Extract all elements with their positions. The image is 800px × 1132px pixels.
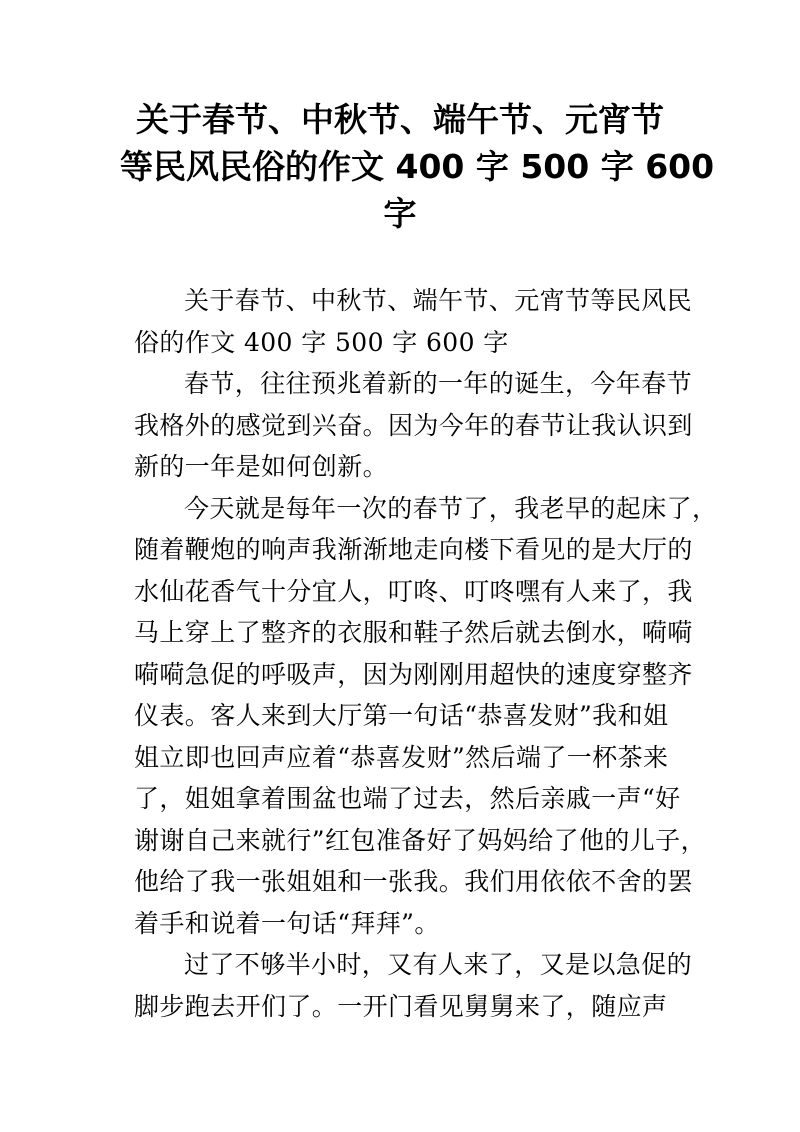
text-line: 过了不够半小时，又有人来了，又是以急促的 [184,950,693,979]
text-line: 脚步跑去开们了。一开门看见舅舅来了，随应声 [134,991,668,1021]
text-line: 俗的作文 400 字 500 字 600 字 [134,327,509,357]
paragraph-intro [134,363,694,488]
paragraph-spring-festival-day [134,488,718,945]
text-line: 嗬嗬急促的呼吸声，因为刚刚用超快的速度穿整齐 [134,659,693,689]
text-line: 谢谢自己来就行”红包准备好了妈妈给了他的儿子， [134,825,706,855]
title-line: 关于春节、中秋节、端午节、元宵节 [136,100,664,139]
text-line: 姐立即也回声应着“恭喜发财”然后端了一杯茶来 [134,742,669,772]
document-body [134,280,718,1027]
paragraph-heading-repeat [134,280,694,363]
paragraph-visitors [134,944,694,1027]
title-line: 等民风民俗的作文 400 字 500 字 600 [120,147,715,186]
text-line: 春节，往往预兆着新的一年的诞生，今年春节 [184,369,693,398]
text-line: 水仙花香气十分宜人，叮咚、叮咚嘿有人来了，我 [134,576,693,606]
text-line: 马上穿上了整齐的衣服和鞋子然后就去倒水，嗬嗬 [134,618,693,647]
text-line: 了，姐姐拿着围盆也端了过去，然后亲戚一声“好 [134,784,681,813]
title-line: 字 [383,194,417,233]
document-title [120,96,715,237]
text-line: 仪表。客人来到大厅第一句话“恭喜发财”我和姐 [134,701,669,730]
text-line: 随着鞭炮的响声我渐渐地走向楼下看见的是大厅的 [134,535,693,564]
text-line: 他给了我一张姐姐和一张我。我们用依依不舍的罢 [134,867,693,896]
text-line: 着手和说着一句话“拜拜”。 [134,908,440,938]
text-line: 关于春节、中秋节、端午节、元宵节等民风民 [184,286,693,315]
text-line: 我格外的感觉到兴奋。因为今年的春节让我认识到 [134,410,693,440]
text-line: 新的一年是如何创新。 [134,452,389,481]
text-line: 今天就是每年一次的春节了，我老早的起床了， [184,493,718,523]
